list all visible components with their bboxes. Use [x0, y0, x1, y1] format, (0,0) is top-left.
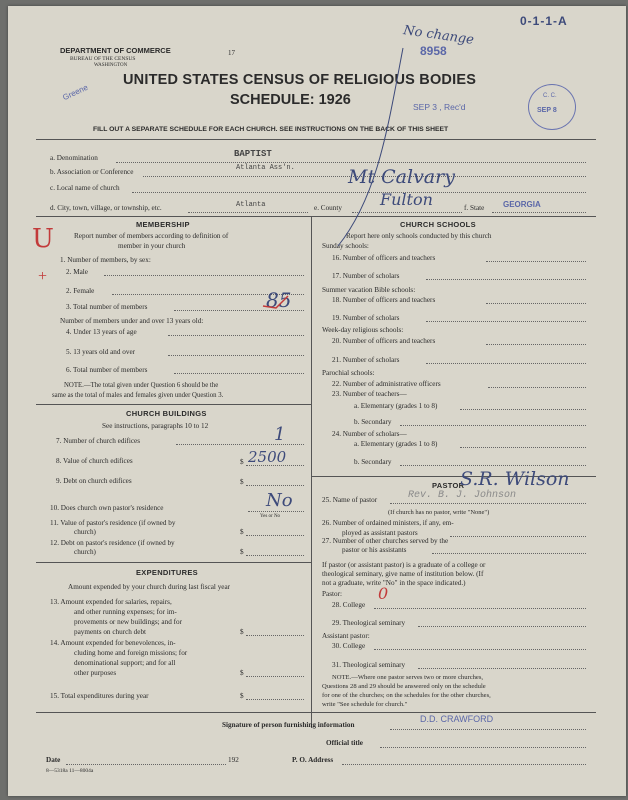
q17-field[interactable] — [426, 279, 586, 280]
church-name-value: Mt Calvary — [348, 166, 455, 188]
association-value: Atlanta Ass'n. — [236, 164, 295, 172]
grad-instructions: not a graduate, write "No" in the space indicated.) — [322, 579, 466, 587]
city-field[interactable] — [188, 212, 308, 213]
q12-label-2: church) — [74, 548, 96, 556]
official-title-field[interactable] — [380, 747, 586, 748]
q13-field[interactable] — [246, 635, 304, 636]
city-value: Atlanta — [236, 201, 266, 209]
q5-field[interactable] — [168, 355, 304, 356]
q10-field[interactable] — [248, 511, 304, 512]
form-number: 17 — [228, 49, 235, 57]
q12-label: 12. Debt on pastor's residence (if owned by — [50, 539, 175, 547]
parochial-schools: Parochial schools: — [322, 369, 375, 377]
q4-label: 4. Under 13 years of age — [66, 328, 137, 336]
q10-label: 10. Does church own pastor's residence — [50, 504, 164, 512]
church-name-field[interactable] — [132, 192, 586, 193]
divider — [36, 562, 311, 563]
state-label: f. State — [464, 204, 485, 212]
membership-note: same as the total of males and females given under Question 3. — [52, 392, 224, 399]
assistant-subhead: Assistant pastor: — [322, 632, 370, 640]
q24b-label: b. Secondary — [354, 458, 392, 466]
church-name-label: c. Local name of church — [50, 184, 120, 192]
q13-label: provements or new buildings; and for — [74, 618, 182, 626]
q17-label: 17. Number of scholars — [332, 272, 400, 280]
q9-field[interactable] — [246, 485, 304, 486]
q27-field[interactable] — [432, 553, 586, 554]
form-subtitle: SCHEDULE: 1926 — [230, 92, 351, 108]
buildings-title: CHURCH BUILDINGS — [126, 409, 207, 418]
circle-stamp — [528, 84, 576, 130]
q23a-field[interactable] — [460, 409, 586, 410]
form-title: UNITED STATES CENSUS OF RELIGIOUS BODIES — [123, 72, 477, 88]
signature-field[interactable] — [390, 729, 586, 730]
pen-stroke — [8, 6, 626, 796]
q11-label-2: church) — [74, 528, 96, 536]
q23b-field[interactable] — [400, 425, 586, 426]
po-address-field[interactable] — [342, 764, 586, 765]
q14-dollar: $ — [240, 669, 244, 677]
received-stamp: SEP 3 , Rec'd — [413, 102, 466, 112]
q19-field[interactable] — [426, 321, 586, 322]
q28-value: 0 — [378, 584, 389, 603]
grad-instructions: theological seminary, give name of institution below. (If — [322, 570, 484, 578]
q26-label: 26. Number of ordained ministers, if any, em- — [322, 519, 454, 527]
q30-field[interactable] — [374, 649, 586, 650]
q25-field[interactable] — [390, 503, 586, 504]
q8-dollar: $ — [240, 458, 244, 466]
q24-label: 24. Number of scholars— — [332, 430, 407, 438]
denomination-field[interactable] — [116, 162, 586, 163]
no-change-note: No change — [402, 23, 475, 48]
instruction-line: FILL OUT A SEPARATE SCHEDULE FOR EACH CHURCH. SEE INSTRUCTIONS ON THE BACK OF THIS SHEET — [93, 126, 449, 133]
membership-intro: member in your church — [118, 242, 186, 250]
q28-field[interactable] — [374, 608, 586, 609]
summer-schools: Summer vacation Bible schools: — [322, 286, 416, 294]
q31-label: 31. Theological seminary — [332, 661, 406, 669]
q8-label: 8. Value of church edifices — [56, 457, 133, 465]
bureau: BUREAU OF THE CENSUS — [70, 56, 136, 62]
weekday-schools: Week-day religious schools: — [322, 326, 404, 334]
pastor-note: for one of the churches; on the schedules for the other churches, — [322, 692, 491, 699]
q11-field[interactable] — [246, 535, 304, 536]
q6-label: 6. Total number of members — [66, 366, 148, 374]
county-value: Fulton — [380, 190, 433, 209]
q12-dollar: $ — [240, 548, 244, 556]
q1-label: 1. Number of members, by sex: — [60, 256, 151, 264]
q22-label: 22. Number of administrative officers — [332, 380, 441, 388]
red-mark-u: U — [32, 224, 54, 254]
q21-label: 21. Number of scholars — [332, 356, 400, 364]
signature-label: Signature of person furnishing information — [222, 721, 355, 729]
q10-value: No — [266, 490, 293, 511]
q7-label: 7. Number of church edifices — [56, 437, 141, 445]
red-mark-plus: + — [38, 268, 48, 285]
schools-sub: Report here only schools conducted by this church — [346, 232, 492, 240]
q24b-field[interactable] — [400, 465, 586, 466]
q4-field[interactable] — [168, 335, 304, 336]
q23a-label: a. Elementary (grades 1 to 8) — [354, 402, 438, 410]
pastor-title: PASTOR — [432, 481, 465, 490]
q16-label: 16. Number of officers and teachers — [332, 254, 436, 262]
q8-value: 2500 — [248, 448, 287, 466]
grad-instructions: If pastor (or assistant pastor) is a graduate of a college or — [322, 561, 486, 569]
q7-value: 1 — [274, 424, 286, 445]
q29-label: 29. Theological seminary — [332, 619, 406, 627]
pastor-note: NOTE.—Where one pastor serves two or more churches, — [332, 674, 484, 681]
q13-label: 13. Amount expended for salaries, repairs, — [50, 598, 172, 606]
official-title-label: Official title — [326, 739, 363, 747]
q16-field[interactable] — [486, 261, 586, 262]
state-value: GEORGIA — [503, 200, 541, 209]
q19-label: 19. Number of scholars — [332, 314, 400, 322]
q25-hint: (If church has no pastor, write "None") — [388, 509, 490, 516]
expenditures-sub: Amount expended by your church during last fiscal year — [68, 583, 231, 591]
pastor-typed-value: Rev. B. J. Johnson — [408, 490, 517, 501]
q30-label: 30. College — [332, 642, 366, 650]
q24a-field[interactable] — [460, 447, 586, 448]
q14-label: other purposes — [74, 669, 117, 677]
q13-label: and other running expenses; for im- — [74, 608, 177, 616]
q9-label: 9. Debt on church edifices — [56, 477, 132, 485]
q11-dollar: $ — [240, 528, 244, 536]
q14-label: 14. Amount expended for benevolences, in- — [50, 639, 176, 647]
q11-label: 11. Value of pastor's residence (if owned by — [50, 519, 176, 527]
date-label: Date — [46, 756, 61, 764]
q2-male-label: 2. Male — [66, 268, 88, 276]
pastor-subhead: Pastor: — [322, 590, 342, 598]
form-code: 0-1-1-A — [520, 14, 568, 28]
department: DEPARTMENT OF COMMERCE — [60, 46, 171, 55]
schools-title: CHURCH SCHOOLS — [400, 220, 476, 229]
buildings-sub: See instructions, paragraphs 10 to 12 — [102, 422, 209, 430]
q14-field[interactable] — [246, 676, 304, 677]
denomination-value: BAPTIST — [234, 149, 272, 159]
greene-stamp: Greene — [61, 82, 90, 103]
divider — [36, 216, 596, 217]
expenditures-title: EXPENDITURES — [136, 568, 198, 577]
q21-field[interactable] — [426, 363, 586, 364]
q5-label: 5. 13 years old and over — [66, 348, 136, 356]
membership-intro: Report number of members according to definition of — [74, 232, 229, 240]
q3-value: 85 — [266, 288, 292, 312]
q23-label: 23. Number of teachers— — [332, 390, 407, 398]
q31-field[interactable] — [418, 668, 586, 669]
date-field[interactable] — [66, 764, 226, 765]
signature-value: D.D. CRAWFORD — [420, 714, 494, 724]
city-label: d. City, town, village, or township, etc. — [50, 204, 162, 212]
q22-field[interactable] — [488, 387, 586, 388]
pastor-note: write "See schedule for church." — [322, 701, 408, 708]
date-year: 192 — [228, 756, 239, 764]
q14-label: cluding home and foreign missions; for — [74, 649, 188, 657]
q13-label: payments on church debt — [74, 628, 147, 636]
q14-label: denominational support; and for all — [74, 659, 176, 667]
q18-field[interactable] — [486, 303, 586, 304]
pastor-note: Questions 28 and 29 should be answered only on the schedule — [322, 683, 486, 690]
city: WASHINGTON — [94, 63, 128, 68]
circle-stamp-top: C. C. — [543, 93, 557, 99]
q20-field[interactable] — [486, 344, 586, 345]
circle-stamp-bottom: SEP 8 — [537, 107, 557, 114]
q2-female-label: 2. Female — [66, 287, 95, 295]
membership-note: NOTE.—The total given under Question 6 should be the — [64, 382, 219, 389]
q28-label: 28. College — [332, 601, 366, 609]
q29-field[interactable] — [418, 626, 586, 627]
q20-label: 20. Number of officers and teachers — [332, 337, 436, 345]
sunday-schools: Sunday schools: — [322, 242, 369, 250]
divider — [36, 139, 596, 140]
q27-label-2: pastor or his assistants — [342, 546, 407, 554]
census-schedule-sheet — [8, 6, 626, 796]
q23b-label: b. Secondary — [354, 418, 392, 426]
q15-field[interactable] — [246, 699, 304, 700]
form-codes: 8—5318a 11—8004a — [46, 768, 94, 774]
denomination-label: a. Denomination — [50, 154, 98, 162]
q15-dollar: $ — [240, 692, 244, 700]
county-field[interactable] — [352, 212, 462, 213]
q18-label: 18. Number of officers and teachers — [332, 296, 436, 304]
q3-label: 3. Total number of members — [66, 303, 148, 311]
q4-header: Number of members under and over 13 years old: — [60, 317, 204, 325]
membership-title: MEMBERSHIP — [136, 220, 190, 229]
q25-label: 25. Name of pastor — [322, 496, 378, 504]
q6-field[interactable] — [174, 373, 304, 374]
pastor-name-value: S.R. Wilson — [460, 468, 570, 490]
q15-label: 15. Total expenditures during year — [50, 692, 149, 700]
q27-label: 27. Number of other churches served by the — [322, 537, 449, 545]
county-label: e. County — [314, 204, 342, 212]
q10-hint: Yes or No — [260, 514, 281, 519]
column-divider — [311, 216, 312, 728]
divider — [36, 712, 596, 713]
q9-dollar: $ — [240, 478, 244, 486]
divider — [36, 404, 311, 405]
state-field[interactable] — [492, 212, 586, 213]
q13-dollar: $ — [240, 628, 244, 636]
q2-male-field[interactable] — [104, 275, 304, 276]
q24a-label: a. Elementary (grades 1 to 8) — [354, 440, 438, 448]
association-label: b. Association or Conference — [50, 168, 134, 176]
stamp-number: 8958 — [420, 44, 447, 58]
q26-field[interactable] — [450, 536, 586, 537]
q26-label-2: ployed as assistant pastors — [342, 529, 418, 537]
q12-field[interactable] — [246, 555, 304, 556]
po-address-label: P. O. Address — [292, 756, 334, 764]
